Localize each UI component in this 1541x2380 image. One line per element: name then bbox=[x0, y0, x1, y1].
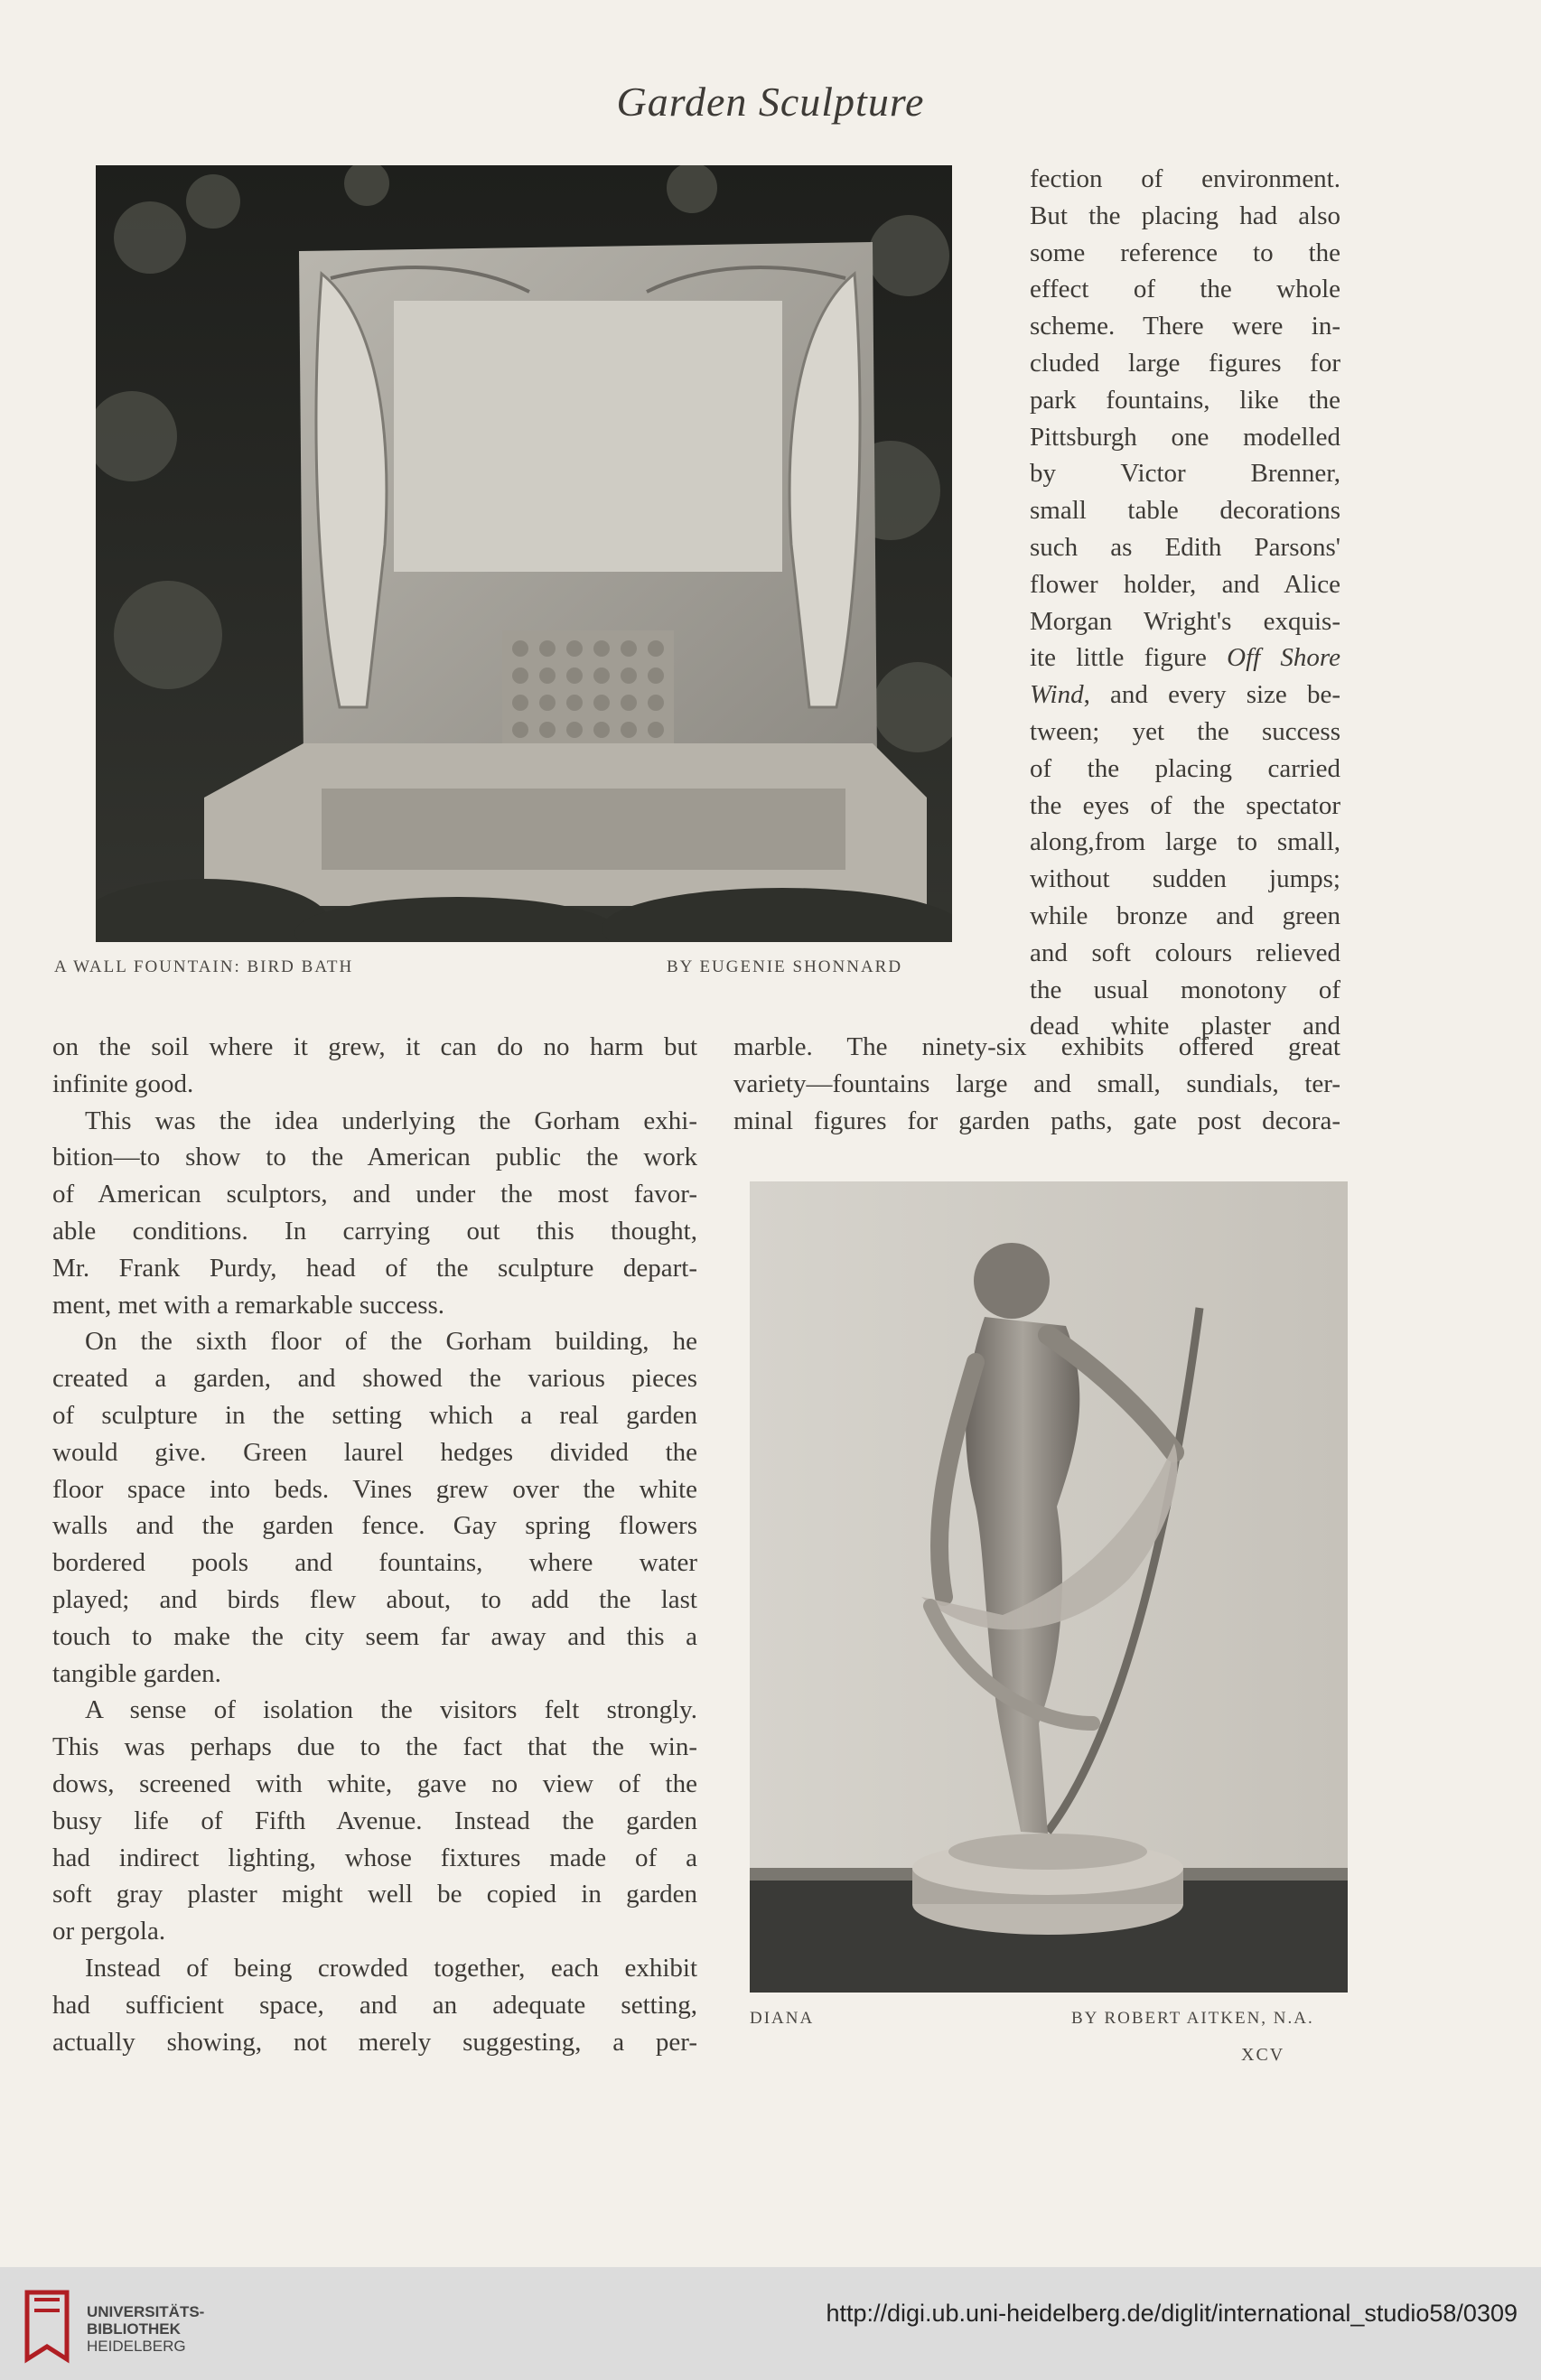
text-line: Mr. Frank Purdy, head of the sculpture depart- bbox=[52, 1253, 697, 1283]
text-line: park fountains, like the bbox=[1030, 385, 1340, 415]
text-line: tangible garden. bbox=[52, 1658, 221, 1688]
diana-statue-photo bbox=[750, 1181, 1348, 1993]
wall-fountain-photo bbox=[96, 165, 952, 942]
text-line: without sudden jumps; bbox=[1030, 864, 1340, 894]
text-line: infinite good. bbox=[52, 1069, 194, 1098]
text-line: had indirect lighting, whose fixtures made of a bbox=[52, 1843, 697, 1872]
text-line: of sculpture in the setting which a real garden bbox=[52, 1400, 697, 1430]
text-line: marble. The ninety-six exhibits offered great bbox=[733, 1032, 1340, 1061]
text-line: and soft colours relieved bbox=[1030, 938, 1340, 967]
source-url[interactable]: http://digi.ub.uni-heidelberg.de/diglit/international_studio58/0309 bbox=[826, 2300, 1518, 2327]
text-line: Instead of being crowded together, each exhibit bbox=[85, 1953, 697, 1983]
figure2-caption-left: DIANA bbox=[750, 2009, 815, 2028]
text-line: by Victor Brenner, bbox=[1030, 459, 1340, 489]
text-line: Pittsburgh one modelled bbox=[1030, 422, 1340, 452]
library-name bbox=[87, 2303, 204, 2355]
figure2-caption-right: BY ROBERT AITKEN, N.A. bbox=[1071, 2009, 1314, 2028]
right-column-mid bbox=[733, 1029, 1340, 1139]
text-line: minal figures for garden paths, gate post decora- bbox=[733, 1106, 1340, 1135]
text-line: A sense of isolation the visitors felt strongly. bbox=[85, 1695, 697, 1725]
text-line: busy life of Fifth Avenue. Instead the garden bbox=[52, 1806, 697, 1835]
library-line-2: BIBLIOTHEK bbox=[87, 2320, 181, 2338]
text-line: would give. Green laurel hedges divided the bbox=[52, 1437, 697, 1467]
text-line: floor space into beds. Vines grew over the white bbox=[52, 1474, 697, 1504]
text-line: or pergola. bbox=[52, 1917, 166, 1946]
text-line: played; and birds flew about, to add the last bbox=[52, 1584, 697, 1614]
text-line: small table decorations bbox=[1030, 496, 1340, 526]
text-line: flower holder, and Alice bbox=[1030, 569, 1340, 599]
text-line: On the sixth floor of the Gorham building, he bbox=[85, 1327, 697, 1357]
right-column-top bbox=[1030, 161, 1340, 1045]
text-line: while bronze and green bbox=[1030, 901, 1340, 930]
text-line: such as Edith Parsons' bbox=[1030, 532, 1340, 562]
text-line: tween; yet the success bbox=[1030, 716, 1340, 746]
text-line: effect of the whole bbox=[1030, 275, 1340, 304]
text-line: touch to make the city seem far away and this a bbox=[52, 1621, 697, 1651]
text-line: This was the idea underlying the Gorham exhi- bbox=[85, 1106, 697, 1135]
text-line: scheme. There were in- bbox=[1030, 312, 1340, 341]
text-line: the usual monotony of bbox=[1030, 975, 1340, 1004]
text-line: dows, screened with white, gave no view of the bbox=[52, 1769, 697, 1798]
text-line: dead white plaster and bbox=[1030, 1012, 1340, 1041]
text-line: Morgan Wright's exquis- bbox=[1030, 606, 1340, 636]
text-line: Wind, and every size be- bbox=[1030, 680, 1340, 710]
text-line: fection of environment. bbox=[1030, 164, 1340, 193]
left-column bbox=[52, 1029, 697, 2060]
figure1-caption-right: BY EUGENIE SHONNARD bbox=[667, 957, 903, 976]
running-head: Garden Sculpture bbox=[616, 79, 925, 125]
text-line: variety—fountains large and small, sundials, ter- bbox=[733, 1069, 1340, 1098]
digitization-footer bbox=[0, 2267, 1541, 2380]
text-line: ite little figure Off Shore bbox=[1030, 643, 1341, 673]
text-line: of the placing carried bbox=[1030, 753, 1340, 783]
text-line: ment, met with a remarkable success. bbox=[52, 1290, 445, 1320]
text-line: able conditions. In carrying out this thought, bbox=[52, 1216, 697, 1246]
figure1-caption-left: A WALL FOUNTAIN: BIRD BATH bbox=[54, 957, 354, 976]
wall-fountain-illustration bbox=[96, 165, 952, 942]
text-line: But the placing had also bbox=[1030, 201, 1340, 230]
text-line: cluded large figures for bbox=[1030, 348, 1340, 378]
text-line: This was perhaps due to the fact that the win- bbox=[52, 1732, 697, 1762]
text-line: the eyes of the spectator bbox=[1030, 790, 1340, 820]
text-line: on the soil where it grew, it can do no harm but bbox=[52, 1032, 697, 1061]
library-line-3: HEIDELBERG bbox=[87, 2338, 186, 2355]
diana-illustration bbox=[750, 1181, 1348, 1993]
text-line: some reference to the bbox=[1030, 238, 1340, 267]
text-line: along,from large to small, bbox=[1030, 827, 1340, 857]
text-line: walls and the garden fence. Gay spring flowers bbox=[52, 1511, 697, 1541]
text-line: bordered pools and fountains, where water bbox=[52, 1548, 697, 1578]
text-line: of American sculptors, and under the most favor- bbox=[52, 1180, 697, 1209]
text-line: had sufficient space, and an adequate setting, bbox=[52, 1990, 697, 2020]
text-line: soft gray plaster might well be copied in garden bbox=[52, 1880, 697, 1909]
text-line: bition—to show to the American public the work bbox=[52, 1143, 697, 1172]
text-line: created a garden, and showed the various pieces bbox=[52, 1364, 697, 1394]
library-line-1: UNIVERSITÄTS- bbox=[87, 2303, 205, 2320]
page-number: XCV bbox=[1241, 2045, 1285, 2065]
library-logo-icon bbox=[20, 2283, 74, 2366]
text-line: actually showing, not merely suggesting, a per- bbox=[52, 2027, 697, 2057]
